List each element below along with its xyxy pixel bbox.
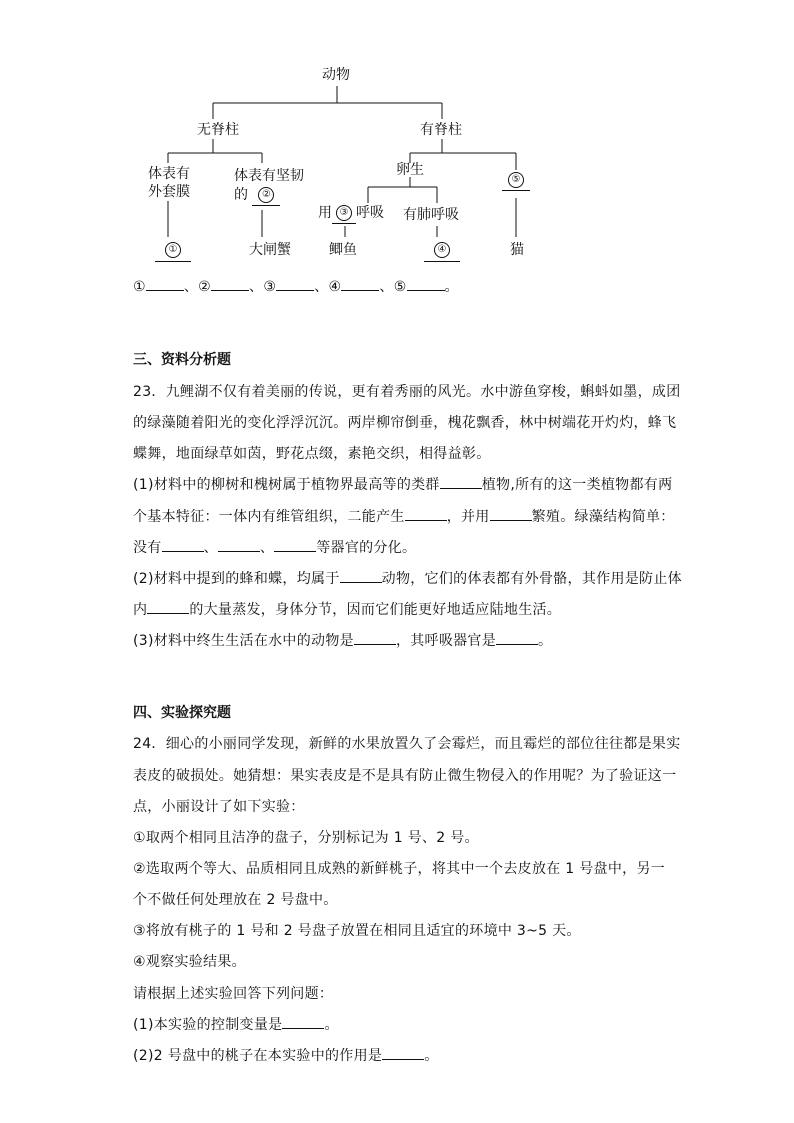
q23-p1-blank-1[interactable] — [440, 476, 482, 489]
answer-sep: 、 — [183, 279, 199, 295]
q24-step2-line1: ②选取两个等大、品质相同且成熟的新鲜桃子，将其中一个去皮放在 1 号盘中，另一 — [133, 861, 666, 877]
answer-blank-2[interactable] — [211, 278, 249, 291]
q23-p2-blank-2[interactable] — [147, 601, 189, 614]
q24-line2: 表皮的破损处。她猜想：果实表皮是不是具有防止微生物侵入的作用呢？为了验证这一 — [133, 768, 677, 784]
tree-lung-breathing: 有肺呼吸 — [403, 207, 459, 223]
answer-blank-5[interactable] — [407, 278, 445, 291]
q23-line2: 的绿藻随着阳光的变化浮浮沉沉。两岸柳帘倒垂，槐花飘香，林中树端花开灼灼，蜂飞 — [133, 415, 677, 431]
q23-p2-text-b: 动物，它们的体表都有外骨骼，其作用是防止体 — [381, 571, 682, 587]
q23-p3-text-a: (3)材料中终生生活在水中的动物是 — [133, 633, 354, 649]
q23-p1-text-c: 个基本特征：一体内有维管组织，二能产生 — [133, 509, 405, 525]
q23-p1-text-f: 没有 — [133, 540, 162, 556]
q24-step3: ③将放有桃子的 1 号和 2 号盘子放置在相同且适宜的环境中 3~5 天。 — [133, 923, 581, 939]
q24-answer2 — [133, 1045, 439, 1065]
answer-label-5: ⑤ — [393, 279, 407, 295]
section3-heading: 三、资料分析题 — [133, 352, 231, 368]
circled-2: ② — [258, 187, 274, 203]
q23-part1-line2 — [133, 506, 675, 526]
tree-oviparous: 卵生 — [396, 162, 424, 178]
tree-blank-4 — [424, 241, 460, 262]
q23-line3: 蝶舞，地面绿草如茵，野花点缀，素艳交织，相得益彰。 — [133, 446, 491, 462]
section4-heading: 四、实验探究题 — [133, 705, 231, 721]
tree-blank-1 — [155, 241, 191, 262]
q24-step2-line2: 个不做任何处理放在 2 号盘中。 — [133, 892, 338, 908]
q23-part2-line2 — [133, 599, 561, 619]
answer-label-1: ① — [133, 279, 146, 295]
answer-blank-4[interactable] — [341, 278, 379, 291]
q23-p2-text-d: 的大量蒸发，身体分节，因而它们能更好地适应陆地生活。 — [189, 602, 562, 618]
q23-part1-line3 — [133, 537, 416, 557]
q23-part2-line1 — [133, 568, 682, 588]
tree-root: 动物 — [322, 67, 350, 83]
answer-sep: 、 — [379, 279, 394, 295]
q23-p1-sep-2: 、 — [259, 540, 275, 556]
tree-exoskeleton-line1: 体表有坚韧 — [234, 168, 304, 184]
q23-p1-blank-3[interactable] — [490, 508, 532, 521]
tree-gill-breathing — [318, 204, 384, 224]
q23-line1: 23．九鲤湖不仅有着美丽的传说，更有着秀丽的风光。水中游鱼穿梭，蝌蚪如墨，成团 — [133, 384, 681, 400]
circled-1: ① — [165, 242, 181, 258]
answer-label-2: ② — [198, 279, 212, 295]
tree-fish: 鲫鱼 — [329, 242, 357, 258]
answer-label-3: ③ — [263, 279, 277, 295]
tree-vertebrate: 有脊柱 — [420, 122, 462, 138]
tree-exoskeleton-de: 的 — [234, 187, 248, 203]
q23-p1-blank-4[interactable] — [162, 539, 204, 552]
q23-p3-blank-1[interactable] — [354, 632, 396, 645]
q23-p1-text-i: 等器官的分化。 — [316, 540, 417, 556]
q24-a2-blank[interactable] — [382, 1047, 424, 1060]
tree-connectors — [0, 0, 794, 300]
q24-line3: 点，小丽设计了如下实验： — [133, 799, 305, 815]
q23-p1-text-a: (1)材料中的柳树和槐树属于植物界最高等的类群 — [133, 477, 440, 493]
circled-5: ⑤ — [508, 172, 524, 188]
q24-answer1 — [133, 1014, 339, 1034]
q23-p1-blank-6[interactable] — [274, 539, 316, 552]
tree-gill-post: 呼吸 — [356, 205, 384, 221]
q23-part3 — [133, 630, 552, 650]
tree-cat: 猫 — [510, 242, 524, 258]
tree-gill-pre: 用 — [318, 205, 332, 221]
q23-p3-blank-2[interactable] — [496, 632, 538, 645]
q23-part1-line1 — [133, 474, 672, 494]
q23-p1-text-b: 植物,所有的这一类植物都有两 — [481, 477, 673, 493]
q23-p1-blank-5[interactable] — [218, 539, 260, 552]
q24-a1-end: 。 — [324, 1017, 339, 1033]
q23-p2-text-c: 内 — [133, 602, 148, 618]
tree-mantle-line2: 外套膜 — [148, 184, 190, 200]
q24-prompt: 请根据上述实验回答下列问题： — [133, 986, 334, 1002]
q24-a2-text: (2)2 号盘中的桃子在本实验中的作用是 — [133, 1048, 383, 1064]
q24-line1: 24．细心的小丽同学发现，新鲜的水果放置久了会霉烂，而且霉烂的部位往往都是果实 — [133, 736, 681, 752]
circled-4: ④ — [434, 242, 450, 258]
tree-exoskeleton-line2 — [234, 186, 280, 206]
q24-step1: ①取两个相同且洁净的盘子，分别标记为 1 号、2 号。 — [133, 830, 479, 846]
tree-invertebrate: 无脊柱 — [197, 122, 239, 138]
q23-p3-text-c: 。 — [538, 633, 553, 649]
tree-mantle-line1: 体表有 — [148, 166, 190, 182]
q23-p3-text-b: ，其呼吸器官是 — [395, 633, 497, 649]
answer-sep: 、 — [314, 279, 329, 295]
q24-step4: ④观察实验结果。 — [133, 954, 246, 970]
answer-label-4: ④ — [328, 279, 342, 295]
q24-a1-text: (1)本实验的控制变量是 — [133, 1017, 283, 1033]
answer-blank-1[interactable] — [146, 278, 184, 291]
tree-blank-5 — [502, 171, 530, 191]
q23-p2-text-a: (2)材料中提到的蜂和蝶，均属于 — [133, 571, 340, 587]
q23-p1-sep-1: 、 — [203, 540, 218, 556]
q23-p2-blank-1[interactable] — [340, 570, 382, 583]
q24-a2-end: 。 — [424, 1048, 439, 1064]
q23-p1-blank-2[interactable] — [405, 508, 447, 521]
answer-sep: 、 — [249, 279, 264, 295]
tree-answer-line — [133, 276, 459, 296]
q23-p1-text-d: ，并用 — [446, 509, 490, 525]
q24-a1-blank[interactable] — [282, 1016, 324, 1029]
q23-p1-text-e: 繁殖。绿藻结构简单： — [531, 509, 675, 525]
answer-end: 。 — [444, 279, 459, 295]
answer-blank-3[interactable] — [276, 278, 314, 291]
tree-crab: 大闸蟹 — [249, 242, 291, 258]
tree-blank-2 — [252, 186, 280, 206]
circled-3: ③ — [336, 205, 352, 221]
